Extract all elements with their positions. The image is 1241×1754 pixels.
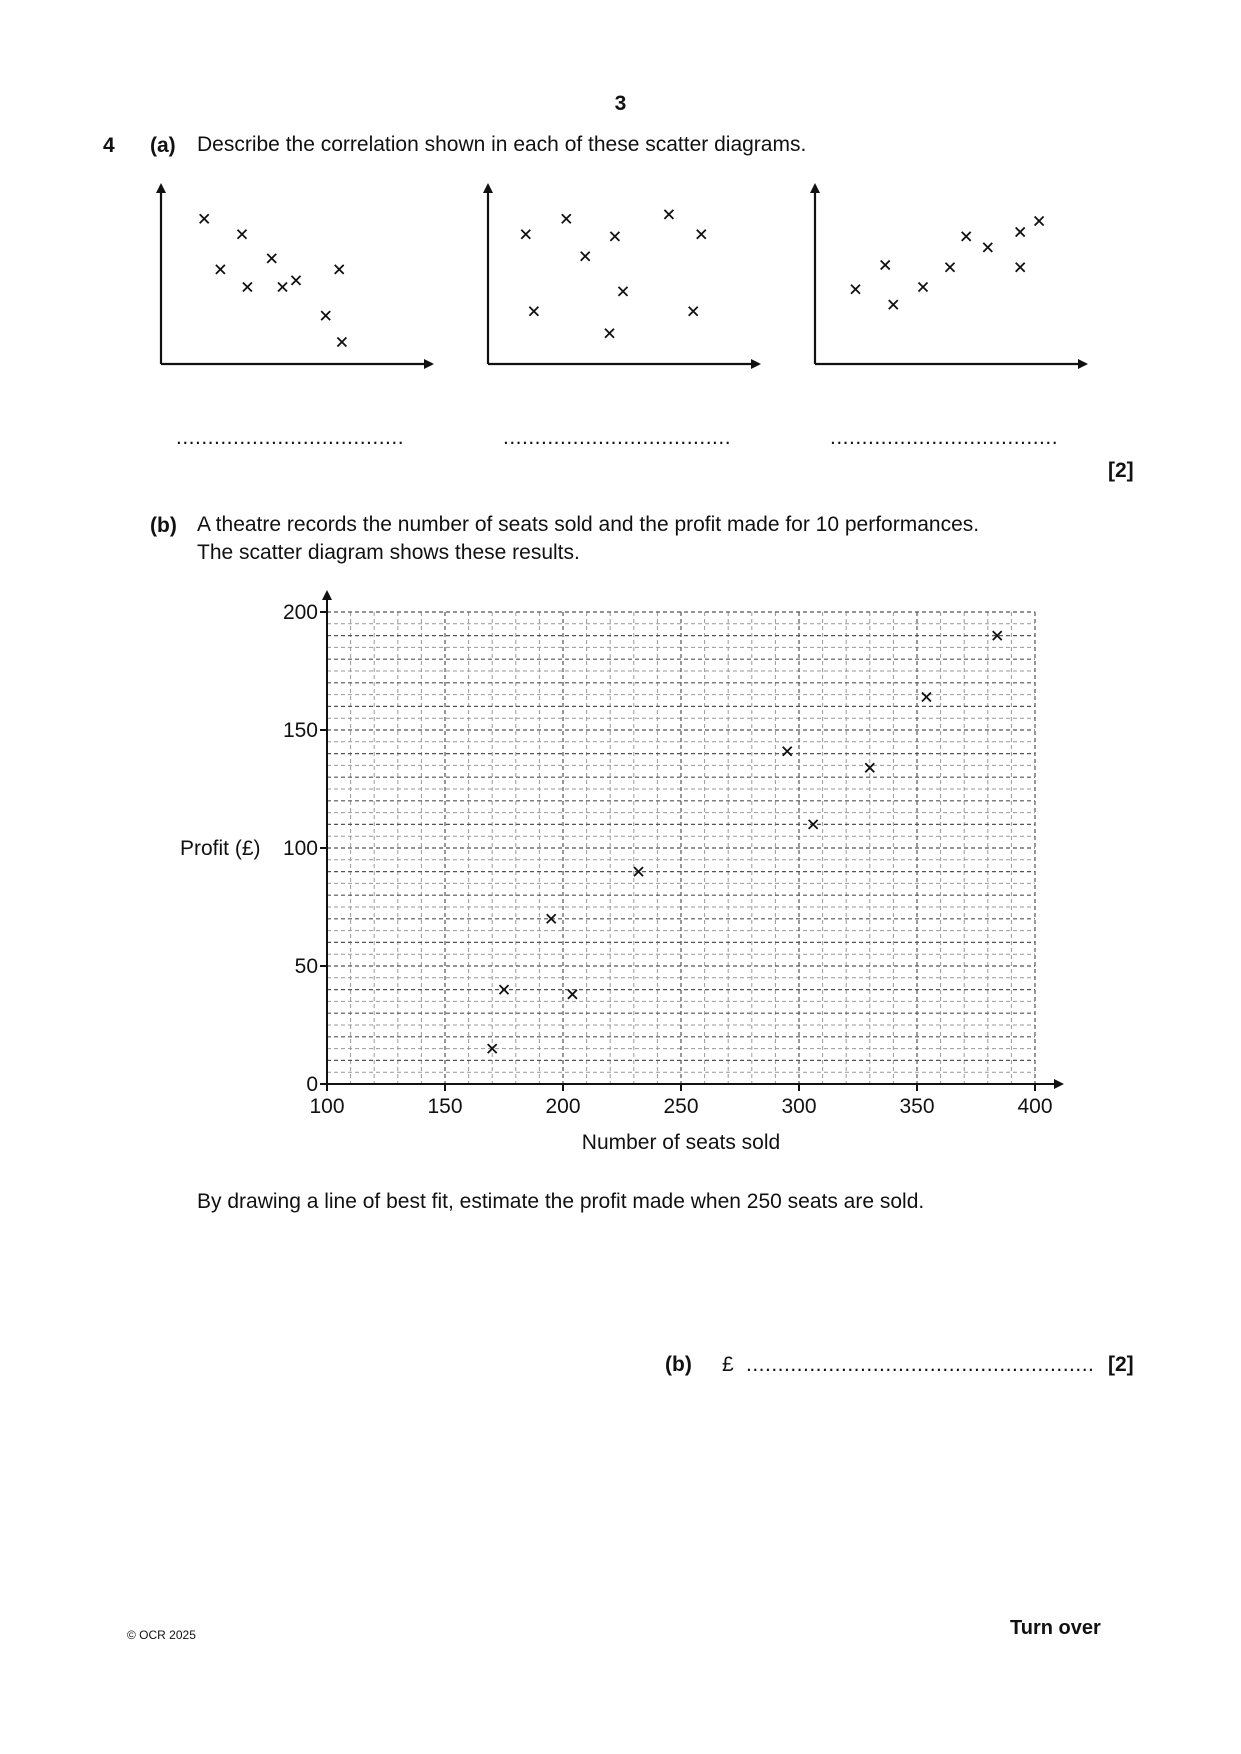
scatter-diagram-2 xyxy=(488,185,759,364)
part-a-marks: [2] xyxy=(1108,459,1134,482)
answer-line-diagram-3[interactable]: .................................... xyxy=(830,426,1059,449)
diagram-1-point xyxy=(200,214,209,223)
x-tick-label: 100 xyxy=(309,1095,345,1118)
part-b-label: (b) xyxy=(150,514,177,537)
x-axis-label: Number of seats sold xyxy=(581,1131,781,1154)
diagram-2-point xyxy=(610,232,619,241)
part-a-label: (a) xyxy=(150,134,176,157)
answer-line-diagram-2[interactable]: .................................... xyxy=(503,426,732,449)
diagram-2-point xyxy=(581,252,590,261)
grid-major-lines xyxy=(327,612,1035,1084)
diagram-3-point xyxy=(889,300,898,309)
diagram-2-point xyxy=(529,307,538,316)
scatter-diagram-1 xyxy=(161,185,432,364)
currency-symbol: £ xyxy=(722,1353,734,1376)
profit-point xyxy=(865,763,874,772)
x-tick-label: 200 xyxy=(545,1095,581,1118)
diagram-1-point xyxy=(292,276,301,285)
diagram-1-point xyxy=(335,265,344,274)
y-axis-ticks xyxy=(283,601,327,1096)
y-tick-label: 100 xyxy=(282,837,318,860)
part-b-answer-label: (b) xyxy=(665,1353,692,1376)
diagram-3-point xyxy=(1016,228,1025,237)
diagram-2-point xyxy=(619,287,628,296)
footer-copyright: © OCR 2025 xyxy=(127,1628,196,1642)
profit-point xyxy=(922,692,931,701)
footer-turn-over: Turn over xyxy=(1010,1617,1101,1639)
question-number: 4 xyxy=(103,134,115,157)
part-b-text-line-2: The scatter diagram shows these results. xyxy=(197,541,580,564)
diagram-3-point xyxy=(983,243,992,252)
diagram-2-point xyxy=(562,214,571,223)
diagram-1-point xyxy=(278,283,287,292)
diagram-2-points xyxy=(521,210,706,338)
x-tick-label: 350 xyxy=(899,1095,935,1118)
diagram-1-point xyxy=(267,254,276,263)
diagram-1-point xyxy=(321,311,330,320)
part-b-text-line-1: A theatre records the number of seats sold and the profit made for 10 performances. xyxy=(197,513,980,536)
x-tick-label: 300 xyxy=(781,1095,817,1118)
x-tick-label: 250 xyxy=(663,1095,699,1118)
y-tick-label: 200 xyxy=(282,601,318,624)
diagram-2-point xyxy=(664,210,673,219)
part-b-answer-line[interactable]: ....................................................... xyxy=(746,1353,1095,1376)
diagram-3-point xyxy=(946,263,955,272)
part-a-text: Describe the correlation shown in each of these scatter diagrams. xyxy=(197,133,807,156)
diagram-3-point xyxy=(1016,263,1025,272)
diagram-2-point xyxy=(689,307,698,316)
diagram-3-point xyxy=(881,261,890,270)
diagram-1-points xyxy=(200,214,347,346)
y-tick-label: 50 xyxy=(294,955,318,978)
answer-line-diagram-1[interactable]: .................................... xyxy=(176,426,405,449)
x-tick-label: 400 xyxy=(1017,1095,1053,1118)
part-b-instruction: By drawing a line of best fit, estimate the profit made when 250 seats are sold. xyxy=(197,1190,925,1213)
diagram-2-point xyxy=(697,230,706,239)
x-tick-label: 150 xyxy=(427,1095,463,1118)
diagram-3-point xyxy=(919,283,928,292)
diagram-3-points xyxy=(851,217,1044,310)
diagram-1-point xyxy=(216,265,225,274)
diagram-3-point xyxy=(962,232,971,241)
y-tick-label: 0 xyxy=(306,1073,318,1096)
scatter-diagram-3 xyxy=(815,185,1086,364)
diagram-2-point xyxy=(605,329,614,338)
profit-point xyxy=(500,985,509,994)
y-axis-label: Profit (£) xyxy=(180,837,261,860)
profit-scatter-graph xyxy=(180,592,1062,1154)
page-number: 3 xyxy=(614,92,627,115)
profit-point xyxy=(568,990,577,999)
diagram-1-point xyxy=(238,230,247,239)
diagram-3-point xyxy=(851,285,860,294)
profit-point xyxy=(783,747,792,756)
y-tick-label: 150 xyxy=(282,719,318,742)
diagram-3-point xyxy=(1035,217,1044,226)
diagram-1-point xyxy=(337,338,346,347)
x-axis-ticks xyxy=(309,1084,1052,1118)
diagram-2-point xyxy=(521,230,530,239)
diagram-1-point xyxy=(243,283,252,292)
part-b-marks: [2] xyxy=(1108,1353,1134,1376)
